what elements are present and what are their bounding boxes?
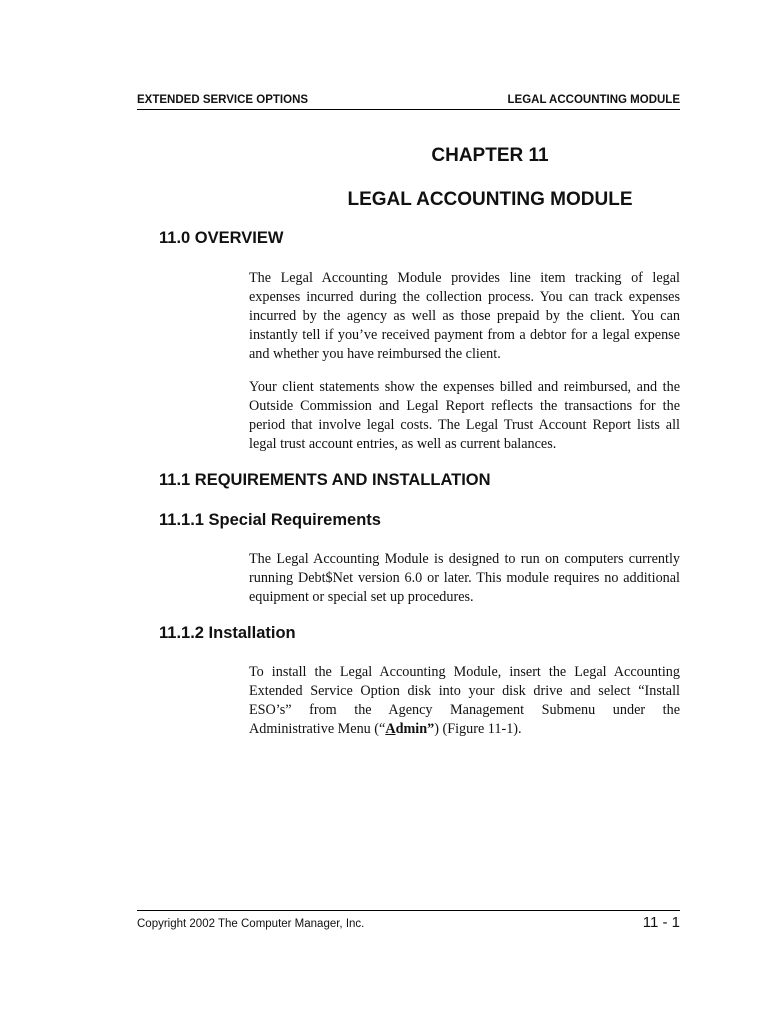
hotkey-rest: dmin: [395, 721, 428, 737]
text-line: [249, 720, 680, 739]
text-line: expenses incurred during the collection process. You can track expenses: [249, 289, 680, 305]
text-line: Your client statements show the expenses billed and reimbursed, and the: [249, 379, 680, 395]
text-line: legal trust account entries, as well as current balances.: [249, 436, 557, 452]
text-segment: Administrative Menu (“: [249, 721, 386, 737]
header-left-title: EXTENDED SERVICE OPTIONS: [137, 94, 309, 106]
text-line: To install the Legal Accounting Module, insert the Legal Accounting: [249, 664, 680, 680]
hotkey-letter: A: [385, 721, 396, 737]
closing-quote: ”: [427, 721, 435, 737]
text-line: running Debt$Net version 6.0 or later. This module requires no additional: [249, 570, 680, 586]
footer-copyright: Copyright 2002 The Computer Manager, Inc.: [137, 918, 365, 930]
running-header: [137, 93, 680, 110]
section-heading-overview: 11.0 OVERVIEW: [159, 229, 284, 247]
text-line: equipment or special set up procedures.: [249, 589, 474, 605]
section-heading-special-requirements: 11.1.1 Special Requirements: [159, 511, 381, 529]
text-line: Outside Commission and Legal Report reflects the transactions for the: [249, 398, 680, 414]
text-line: and whether you have reimbursed the client.: [249, 346, 501, 362]
text-line: The Legal Accounting Module provides line item tracking of legal: [249, 270, 680, 286]
section-heading-requirements: 11.1 REQUIREMENTS AND INSTALLATION: [159, 471, 491, 489]
section-heading-installation: 11.1.2 Installation: [159, 624, 296, 642]
overview-paragraph-2: [249, 378, 680, 454]
header-right-title: LEGAL ACCOUNTING MODULE: [507, 94, 680, 106]
text-line: incurred by the agency as well as those prepaid by the client. You can: [249, 308, 680, 324]
text-line: Extended Service Option disk into your disk drive and select “Install: [249, 683, 680, 699]
page-number: 11 - 1: [642, 914, 680, 931]
installation-paragraph: [249, 663, 680, 739]
text-line: instantly tell if you’ve received payment from a debtor for a legal expense: [249, 327, 680, 343]
footer-rule: [137, 910, 680, 911]
chapter-number: CHAPTER 11: [431, 145, 549, 166]
special-requirements-paragraph: [249, 550, 680, 607]
text-segment: ) (Figure 11-1).: [434, 721, 522, 737]
chapter-title: LEGAL ACCOUNTING MODULE: [347, 189, 633, 210]
text-line: The Legal Accounting Module is designed to run on computers currently: [249, 551, 680, 567]
text-line: ESO’s” from the Agency Management Submenu under the: [249, 702, 680, 718]
overview-paragraph-1: [249, 269, 680, 364]
text-line: period that involve legal costs. The Legal Trust Account Report lists all: [249, 417, 680, 433]
admin-menu-key: [385, 721, 434, 737]
